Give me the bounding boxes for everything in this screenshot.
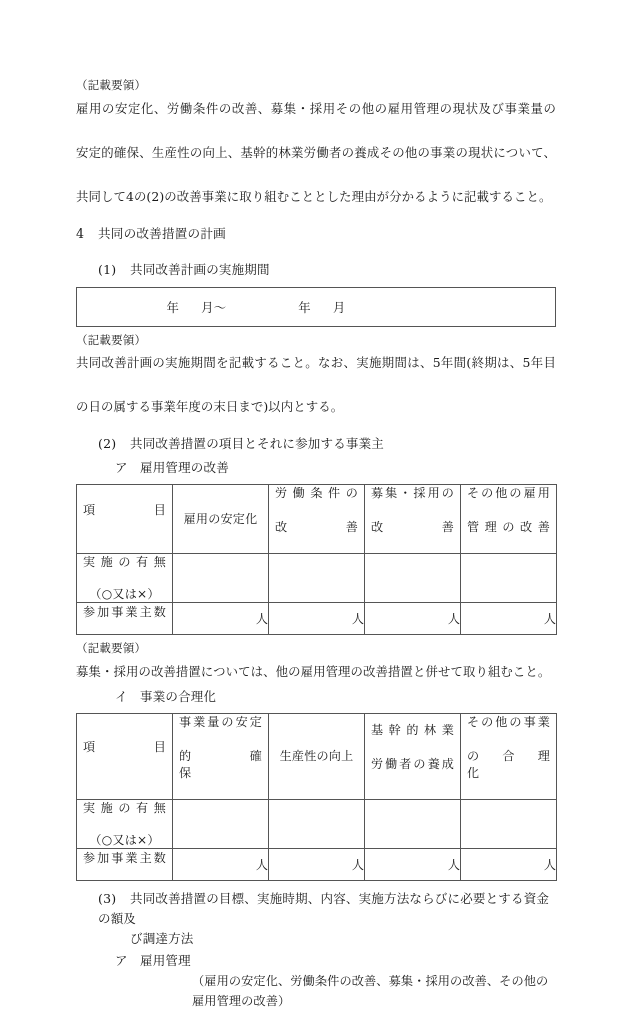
table-header-cell-item (77, 485, 173, 554)
row-label-participant-count (77, 603, 173, 635)
item-number: (2) (98, 436, 117, 451)
input-cell-count-col2[interactable] (269, 848, 365, 880)
implementation-period-box[interactable] (76, 287, 556, 327)
table-header-cell-col3 (365, 713, 461, 799)
input-cell-implementation-col3[interactable] (365, 799, 461, 848)
unit-label: 人 (351, 612, 364, 626)
table-row (77, 603, 557, 635)
table-header-cell-col1 (173, 713, 287, 799)
header-line: 項 目 (83, 503, 166, 517)
input-cell-count-col1[interactable] (173, 603, 269, 635)
item-number: (1) (98, 261, 117, 277)
table-header-cell-col2 (269, 713, 365, 799)
table-row (77, 713, 557, 799)
input-cell-count-col1[interactable] (173, 848, 269, 880)
table-row (77, 554, 557, 603)
header-text (173, 714, 287, 799)
item-heading-3 (76, 889, 556, 929)
paragraph-line: 雇用の安定化、労働条件の改善、募集・採用その他の雇用管理の現状及び事業量の (76, 100, 556, 116)
header-text (269, 485, 364, 553)
row-label-participant-count (77, 848, 173, 880)
row-label-implementation-status (77, 554, 173, 603)
sub-heading-a-2 (76, 951, 556, 971)
input-cell-count-col4[interactable] (461, 848, 557, 880)
table-row (77, 848, 557, 880)
kisai-label-1: （記載要領） (76, 78, 147, 92)
header-line: 労働者の養成 (371, 757, 454, 771)
sub-title: 雇用管理 (140, 952, 191, 968)
paragraph-line: 共同改善計画の実施期間を記載すること。なお、実施期間は、5年間(終期は、5年目 (76, 355, 556, 370)
employment-management-table (76, 484, 557, 635)
header-text (173, 511, 268, 528)
header-line: の 合 理 化 (467, 748, 563, 780)
kisai-paragraph-1 (76, 98, 556, 208)
header-line: 募集・採用の (371, 486, 454, 500)
implementation-period-fields (77, 298, 555, 316)
input-cell-count-col2[interactable] (269, 603, 365, 635)
row-label-implementation-status (77, 799, 173, 848)
row-label-text: 参加事業主数 (83, 605, 166, 619)
kisai-block-2 (76, 332, 556, 419)
table-header-cell-col3 (365, 485, 461, 554)
item-heading-2 (76, 434, 556, 454)
input-cell-implementation-col1[interactable] (173, 554, 269, 603)
header-line: 管理の改善 (467, 520, 550, 534)
paragraph-line: 募集・採用の改善措置については、他の雇用管理の改善措置と併せて取り組むこと。 (76, 663, 551, 679)
input-cell-count-col3[interactable] (365, 603, 461, 635)
month-end-label: 月 (332, 299, 346, 315)
header-line: 項 目 (83, 740, 166, 754)
unit-label: 人 (543, 857, 556, 872)
row-label-text (77, 554, 172, 602)
sub-title: 雇用管理の改善 (140, 460, 229, 475)
input-cell-count-col4[interactable] (461, 603, 557, 635)
unit-label: 人 (255, 612, 268, 626)
unit-label: 人 (351, 857, 364, 872)
section-title: 共同の改善措置の計画 (98, 225, 226, 241)
header-text (461, 714, 563, 799)
header-line: 改 善 (275, 520, 358, 534)
unit-label: 人 (543, 612, 556, 626)
input-cell-implementation-col3[interactable] (365, 554, 461, 603)
header-text (365, 485, 460, 553)
row-label-line2: （○又は×） (89, 832, 160, 847)
sub-marker: ア (115, 952, 128, 968)
header-line: その他の雇用 (467, 486, 550, 500)
table-header-cell-col2 (269, 485, 365, 554)
paragraph-line: 共同して4の(2)の改善事業に取り組むこととした理由が分かるように記載すること。 (76, 188, 552, 204)
input-cell-implementation-col1[interactable] (173, 799, 269, 848)
year-start-label: 年 (166, 299, 180, 315)
kisai-block-1 (76, 80, 556, 208)
unit-label: 人 (255, 857, 268, 872)
table-row (77, 485, 557, 554)
sub-heading-a-1 (76, 458, 556, 478)
item-title-line2-wrap (76, 929, 556, 949)
paragraph-line: の日の属する事業年度の末日まで)以内とする。 (76, 399, 344, 414)
kisai-label-2: （記載要領） (76, 332, 147, 347)
header-line: 基幹的林業 (371, 723, 454, 737)
header-text (365, 722, 460, 790)
row-label-text: 参加事業主数 (83, 850, 166, 865)
year-end-label: 年 (298, 299, 311, 315)
header-text (461, 485, 556, 553)
header-text (77, 739, 172, 773)
input-cell-implementation-col4[interactable] (461, 554, 557, 603)
row-label-line1: 実施の有無 (83, 555, 166, 569)
item-title: 共同改善計画の実施期間 (130, 261, 270, 277)
input-cell-implementation-col2[interactable] (269, 554, 365, 603)
table-header-cell-col4 (461, 485, 557, 554)
row-label-line1: 実施の有無 (83, 800, 166, 815)
sub-marker: ア (115, 460, 128, 475)
sub-heading-b (76, 687, 556, 707)
header-line: その他の事業 (467, 714, 550, 729)
month-start-label: 月 (201, 299, 214, 315)
header-line: 改 善 (371, 520, 454, 534)
sub-marker: イ (115, 688, 128, 704)
header-line: 労働条件の (275, 486, 358, 500)
input-cell-implementation-col4[interactable] (461, 799, 557, 848)
table-header-cell-item (77, 713, 173, 799)
header-text (77, 502, 172, 536)
table-header-cell-col4 (461, 713, 563, 799)
row-label-line2: （○又は×） (89, 587, 160, 601)
header-line: 雇用の安定化 (183, 511, 258, 526)
item-number: (3) (98, 890, 117, 906)
section-heading-4 (76, 224, 556, 244)
business-rationalization-table (76, 713, 563, 881)
section-number: 4 (76, 225, 85, 241)
kisai-paragraph-3 (76, 661, 556, 683)
kisai-block-3 (76, 643, 556, 683)
header-line: 事業量の安定 (179, 714, 262, 729)
input-cell-count-col3[interactable] (365, 848, 461, 880)
unit-label: 人 (447, 857, 460, 872)
item-heading-1 (76, 260, 556, 280)
range-mark: 〜 (213, 299, 227, 315)
header-line: 生産性の向上 (279, 748, 354, 763)
sub-title: 事業の合理化 (140, 688, 217, 704)
paren-note: （雇用の安定化、労働条件の改善、募集・採用の改善、その他の雇用管理の改善） (192, 973, 549, 1008)
item-title-line2: び調達方法 (130, 930, 194, 946)
table-header-cell-col1 (173, 485, 269, 554)
table-row (77, 799, 557, 848)
item-title: 共同改善措置の項目とそれに参加する事業主 (130, 436, 385, 451)
header-line: 的 確 保 (179, 748, 287, 780)
input-cell-implementation-col2[interactable] (269, 799, 365, 848)
kisai-label-3: （記載要領） (76, 641, 147, 655)
kisai-paragraph-2 (76, 352, 556, 418)
header-text (269, 748, 364, 765)
item-title-line1: 共同改善措置の目標、実施時期、内容、実施方法ならびに必要とする資金の額及 (98, 890, 550, 926)
paragraph-line: 安定的確保、生産性の向上、基幹的林業労働者の養成その他の事業の現状について、 (76, 144, 556, 160)
unit-label: 人 (447, 612, 460, 626)
row-label-text (77, 800, 172, 848)
